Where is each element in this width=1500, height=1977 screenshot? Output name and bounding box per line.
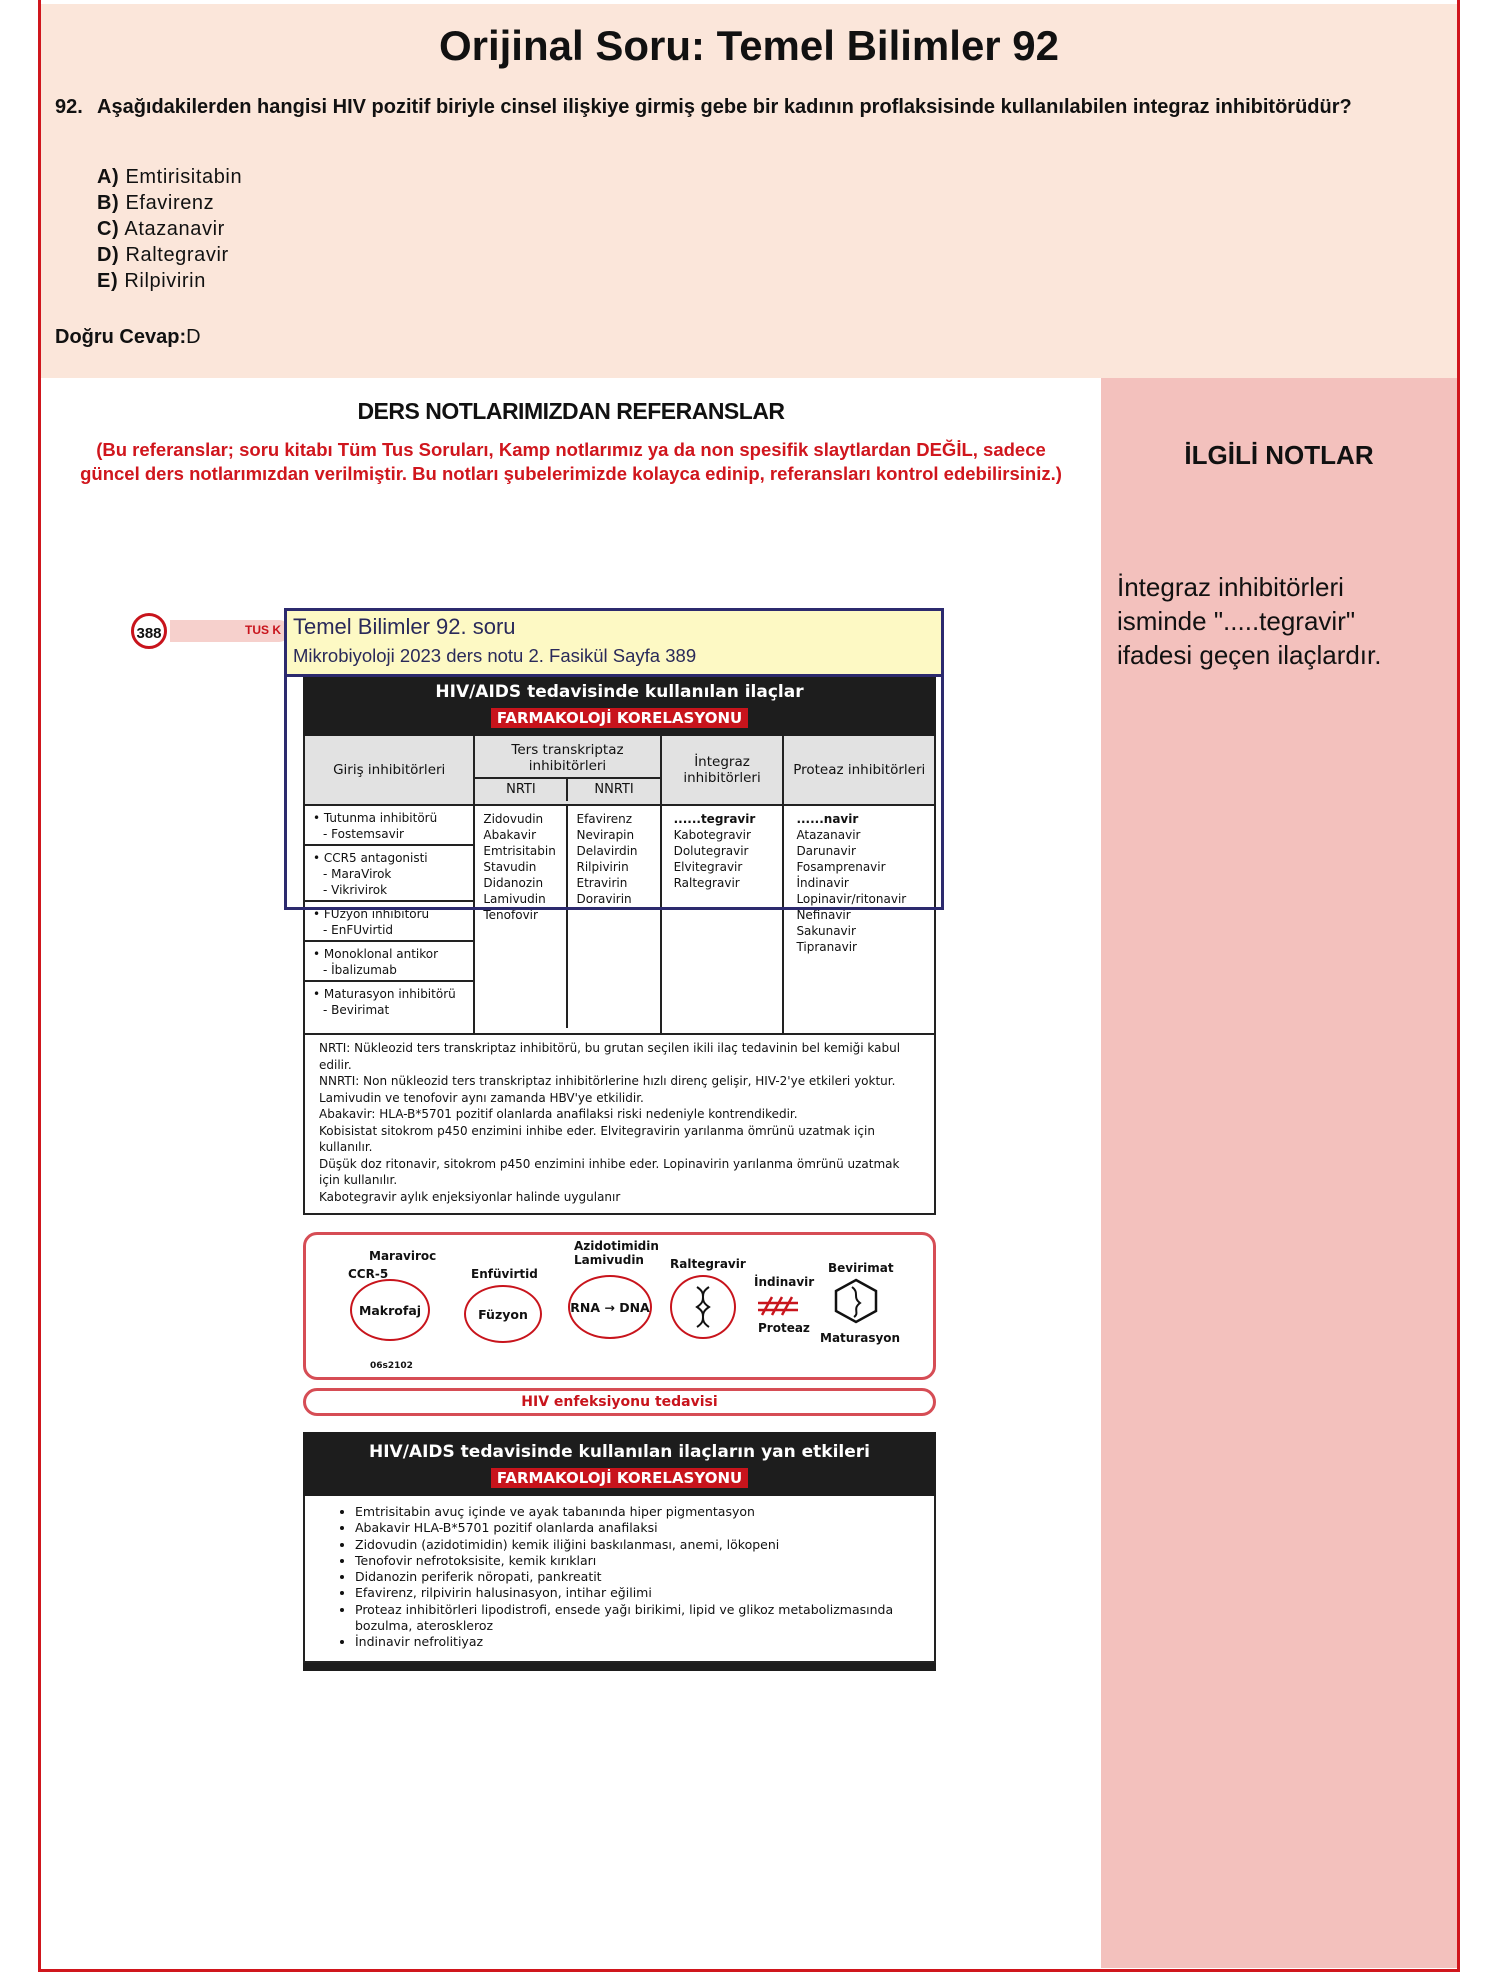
related-notes-panel bbox=[1101, 378, 1457, 1968]
drug-item: İndinavir bbox=[796, 876, 849, 890]
integrase-circle bbox=[670, 1275, 736, 1339]
cell-line: - Fostemsavir bbox=[323, 827, 404, 841]
references-title: DERS NOTLARIMIZDAN REFERANSLAR bbox=[357, 398, 785, 424]
side-effects-footer-bar bbox=[303, 1663, 936, 1671]
references-note: (Bu referanslar; soru kitabı Tüm Tus Soruları, Kamp notlarımız ya da non spesifik slaytlardan DEĞİL, sadece güncel ders notlarımızdan verilmiştir. Bu notları şubelerimizde kolayca edinip, referansları kontrol edebilirsiniz.) bbox=[80, 439, 1062, 484]
drug-table-subtitle: FARMAKOLOJİ KORELASYONU bbox=[491, 708, 748, 728]
drug-item: Etravirin bbox=[576, 876, 628, 890]
side-effects-header bbox=[303, 1432, 936, 1496]
page-number-badge: 388 bbox=[131, 613, 167, 649]
label-indinavir: İndinavir bbox=[754, 1275, 815, 1289]
drug-item: Lopinavir/ritonavir bbox=[796, 892, 907, 906]
list-item: • İndinavir nefrolitiyaz bbox=[355, 1634, 924, 1650]
cell-line: - Vikrivirok bbox=[323, 883, 388, 897]
diagram-code: 06s2102 bbox=[370, 1361, 413, 1371]
option-text: Emtirisitabin bbox=[125, 166, 243, 188]
label-proteaz: Proteaz bbox=[758, 1321, 810, 1335]
label-maturasyon: Maturasyon bbox=[820, 1331, 901, 1345]
drug-item: Abakavir bbox=[483, 828, 537, 842]
cell-line: - İbalizumab bbox=[323, 963, 397, 977]
side-effects-subtitle: FARMAKOLOJİ KORELASYONU bbox=[491, 1468, 748, 1488]
fusion-circle: Füzyon bbox=[464, 1285, 542, 1343]
note-line: NRTI: Nükleozid ters transkriptaz inhibitörü, bu grutan seçilen ikili ilaç tedavinin bel kemiği kabul edilir. bbox=[319, 1041, 901, 1072]
drug-item: Kabotegravir bbox=[673, 828, 751, 842]
table-cell bbox=[305, 982, 473, 1020]
drug-item: Rilpivirin bbox=[576, 860, 629, 874]
label-enfuvirtid: Enfüvirtid bbox=[471, 1267, 538, 1281]
option-c[interactable] bbox=[97, 216, 242, 242]
answer-value: D bbox=[186, 326, 201, 348]
drug-item: Emtrisitabin bbox=[483, 844, 556, 858]
cell-line: - Bevirimat bbox=[323, 1003, 390, 1017]
related-notes-text: İntegraz inhibitörleri isminde ".....tegravir" ifadesi geçen ilaçlardır. bbox=[1117, 572, 1382, 670]
option-text: Rilpivirin bbox=[124, 270, 206, 292]
cell-line: - MaraVirok bbox=[323, 867, 392, 881]
drug-item: Raltegravir bbox=[673, 876, 740, 890]
option-d[interactable] bbox=[97, 242, 242, 268]
cell-line: • Maturasyon inhibitörü bbox=[313, 987, 456, 1001]
label-bevirimat: Bevirimat bbox=[828, 1261, 894, 1275]
label-lamivudin: Lamivudin bbox=[574, 1253, 644, 1267]
drug-item: Nevirapin bbox=[576, 828, 635, 842]
list-item: • Emtrisitabin avuç içinde ve ayak tabanında hiper pigmentasyon bbox=[355, 1504, 924, 1520]
drug-table-title: HIV/AIDS tedavisinde kullanılan ilaçlar bbox=[435, 682, 804, 702]
list-item: • Proteaz inhibitörleri lipodistrofi, ensede yağı birikimi, lipid ve glikoz metabolizmasında bozulma, ateroskleroz bbox=[355, 1602, 924, 1635]
option-letter: B) bbox=[97, 192, 120, 214]
correct-answer bbox=[55, 326, 201, 349]
note-line: Kobisistat sitokrom p450 enzimini inhibe eder. Elvitegravirin yarılanma ömrünü uzatmak için kullanılır. bbox=[319, 1123, 875, 1154]
drug-item: Elvitegravir bbox=[673, 860, 743, 874]
callout-title: Temel Bilimler 92. soru bbox=[293, 614, 516, 639]
note-line: NNRTI: Non nükleozid ters transkriptaz inhibitörlerine hızlı direnç gelişir, HIV-2'ye etkileri yoktur. bbox=[319, 1074, 896, 1088]
option-letter: D) bbox=[97, 244, 120, 266]
cell-line: • CCR5 antagonisti bbox=[313, 851, 428, 865]
note-line: Abakavir: HLA-B*5701 pozitif olanlarda anafilaksi riski nedeniyle kontrendikedir. bbox=[319, 1107, 798, 1121]
nrti-header: NRTI bbox=[475, 779, 568, 801]
cell-line: • Tutunma inhibitörü bbox=[313, 811, 438, 825]
drug-item: Efavirenz bbox=[576, 812, 633, 826]
column-header: İntegraz inhibitörleri bbox=[662, 736, 783, 806]
diagram-caption: HIV enfeksiyonu tedavisi bbox=[303, 1388, 936, 1416]
hiv-treatment-diagram bbox=[303, 1232, 936, 1380]
table-cell bbox=[305, 942, 473, 982]
cell-line: - EnFUvirtid bbox=[323, 923, 394, 937]
note-line: Lamivudin ve tenofovir aynı zamanda HBV'ye etkilidir. bbox=[319, 1090, 644, 1105]
list-item: • Zidovudin (azidotimidin) kemik iliğini baskılanması, anemi, lökopeni bbox=[355, 1537, 924, 1553]
list-item: • Abakavir HLA-B*5701 pozitif olanlarda anafilaksi bbox=[355, 1520, 924, 1536]
option-letter: E) bbox=[97, 270, 119, 292]
question-panel bbox=[41, 4, 1457, 378]
drug-item: Fosamprenavir bbox=[796, 860, 886, 874]
options-list bbox=[97, 164, 242, 294]
side-effects-list bbox=[303, 1496, 936, 1663]
drug-item: ......tegravir bbox=[673, 812, 756, 826]
reference-callout bbox=[284, 608, 944, 910]
drug-item: Sakunavir bbox=[796, 924, 856, 938]
label-azidotimidin: Azidotimidin bbox=[574, 1239, 659, 1253]
callout-subtitle: Mikrobiyoloji 2023 ders notu 2. Fasikül Sayfa 389 bbox=[293, 645, 697, 666]
drug-item: Atazanavir bbox=[796, 828, 861, 842]
note-line: Düşük doz ritonavir, sitokrom p450 enzimini inhibe eder. Lopinavirin yarılanma ömrünü uzatmak için kullanılır. bbox=[319, 1156, 900, 1187]
dna-helix-icon bbox=[693, 1285, 713, 1329]
label-ccr5: CCR-5 bbox=[348, 1267, 389, 1281]
column-header: Proteaz inhibitörleri bbox=[784, 736, 934, 806]
drug-item: Nefinavir bbox=[796, 908, 851, 922]
drug-item: Dolutegravir bbox=[673, 844, 749, 858]
drug-table-notes bbox=[305, 1033, 934, 1213]
drug-item: Lamivudin bbox=[483, 892, 546, 906]
drug-item: Stavudin bbox=[483, 860, 537, 874]
drug-item: Darunavir bbox=[796, 844, 856, 858]
drug-item: Delavirdin bbox=[576, 844, 638, 858]
option-e[interactable] bbox=[97, 268, 242, 294]
option-letter: A) bbox=[97, 166, 120, 188]
drug-item: Didanozin bbox=[483, 876, 544, 890]
note-line: Kabotegravir aylık enjeksiyonlar halinde uygulanır bbox=[319, 1189, 621, 1204]
option-text: Raltegravir bbox=[125, 244, 229, 266]
option-text: Efavirenz bbox=[125, 192, 215, 214]
option-letter: C) bbox=[97, 218, 120, 240]
label-maraviroc: Maraviroc bbox=[369, 1249, 437, 1263]
question-text-block bbox=[55, 94, 1385, 120]
related-notes-title: İLGİLİ NOTLAR bbox=[1184, 440, 1374, 470]
list-item: • Efavirenz, rilpivirin halusinasyon, intihar eğilimi bbox=[355, 1585, 924, 1601]
drug-item: Tenofovir bbox=[483, 908, 538, 922]
question-title: Orijinal Soru: Temel Bilimler 92 bbox=[438, 22, 1060, 69]
cell-line: • FUzyon inhibitörü bbox=[313, 907, 430, 921]
callout-header bbox=[287, 611, 941, 677]
page-header-strip bbox=[170, 620, 290, 642]
label-raltegravir: Raltegravir bbox=[670, 1257, 746, 1271]
list-item: • Tenofovir nefrotoksisite, kemik kırıkları bbox=[355, 1553, 924, 1569]
column-header: Ters transkriptaz inhibitörleri bbox=[511, 742, 624, 774]
drug-item: ......navir bbox=[796, 812, 859, 826]
option-a[interactable] bbox=[97, 164, 242, 190]
protease-hash-icon bbox=[756, 1295, 800, 1317]
side-effects-table bbox=[303, 1432, 936, 1671]
rna-dna-circle: RNA → DNA bbox=[568, 1275, 652, 1339]
drug-item: Tipranavir bbox=[796, 940, 857, 954]
nnrti-header: NNRTI bbox=[594, 782, 634, 797]
drug-item: Zidovudin bbox=[483, 812, 544, 826]
option-text: Atazanavir bbox=[124, 218, 225, 240]
maturation-hexagon-icon bbox=[832, 1277, 880, 1325]
drug-item: Doravirin bbox=[576, 892, 632, 906]
question-number: 92. bbox=[55, 96, 83, 118]
question-text: Aşağıdakilerden hangisi HIV pozitif biriyle cinsel ilişkiye girmiş gebe bir kadının proflaksisinde kullanılabilen integraz inhibitörüdür? bbox=[97, 96, 1352, 118]
list-item: • Didanozin periferik nöropati, pankreatit bbox=[355, 1569, 924, 1585]
column-header: Giriş inhibitörleri bbox=[305, 736, 473, 806]
cell-line: • Monoklonal antikor bbox=[313, 947, 439, 961]
answer-label: Doğru Cevap: bbox=[55, 326, 187, 348]
page-strip-text: TUS K bbox=[245, 623, 281, 637]
option-b[interactable] bbox=[97, 190, 242, 216]
side-effects-title: HIV/AIDS tedavisinde kullanılan ilaçların yan etkileri bbox=[369, 1442, 870, 1462]
macrophage-circle: Makrofaj bbox=[350, 1279, 430, 1341]
